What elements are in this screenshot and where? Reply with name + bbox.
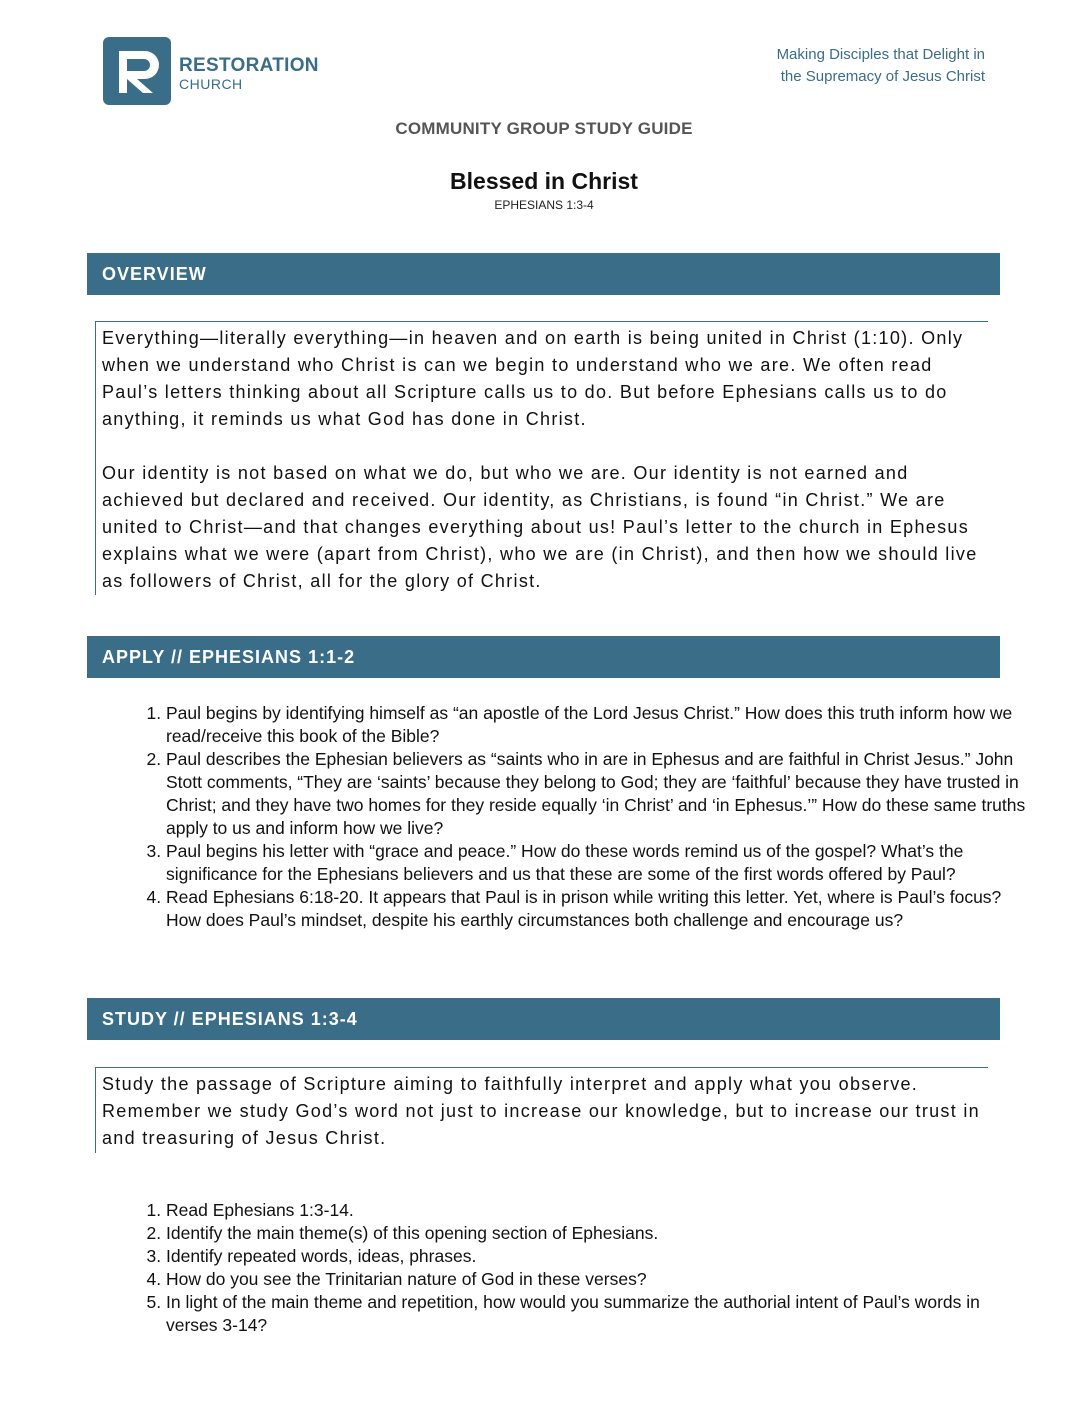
list-item: 4. Read Ephesians 6:18-20. It appears that Paul is in prison while writing this letter. Yet, where is Paul’s focus? How does Paul’s mindset, despite his earthly circumstances both challenge and encourage us? [166, 886, 1036, 932]
overview-heading: OVERVIEW [87, 253, 1000, 295]
study-intro: Study the passage of Scripture aiming to faithfully interpret and apply what you observe. Remember we study God’s word not just to increase our knowledge, but to increase our trust in and treasuring of Jesus Christ. [102, 1074, 980, 1148]
page-title: Blessed in Christ [450, 168, 638, 194]
tagline-line-2: the Supremacy of Jesus Christ [780, 68, 985, 85]
list-item: 1. Paul begins by identifying himself as “an apostle of the Lord Jesus Christ.” How does this truth inform how we read/receive this book of the Bible? [166, 702, 1036, 748]
study-intro-box [95, 1067, 988, 1153]
list-item: 5. In light of the main theme and repetition, how would you summarize the authorial intent of Paul’s words in verses 3-14? [166, 1291, 1036, 1337]
list-item: 4. How do you see the Trinitarian nature of God in these verses? [166, 1268, 1036, 1291]
tagline-line-1: Making Disciples that Delight in [776, 46, 985, 63]
list-item: 3. Paul begins his letter with “grace and peace.” How do these words remind us of the gospel? What’s the significance for the Ephesians believers and us that these are some of the first words offered by Paul? [166, 840, 1036, 886]
guide-title: COMMUNITY GROUP STUDY GUIDE [395, 119, 693, 138]
logo-r-icon [103, 37, 171, 105]
logo-line-2: CHURCH [179, 75, 243, 92]
overview-paragraph: Our identity is not based on what we do, but who we are. Our identity is not earned and achieved but declared and received. Our identity, as Christians, is found “in Christ.” We are united to Christ—and that changes everything about us! Paul’s letter to the church in Ephesus explains what we were (apart from Christ), who we are (in Christ), and then how we should live as followers of Christ, all for the glory of Christ. [102, 463, 978, 591]
logo-line-1: RESTORATION [179, 54, 319, 76]
list-item: 2. Identify the main theme(s) of this opening section of Ephesians. [166, 1222, 1036, 1245]
list-item: 1. Read Ephesians 1:3-14. [166, 1199, 1036, 1222]
apply-questions [130, 702, 1036, 932]
overview-text [95, 321, 988, 595]
list-item: 2. Paul describes the Ephesian believers as “saints who in are in Ephesus and are faithful in Christ Jesus.” John Stott comments, “They are ‘saints’ because they belong to God; they are ‘faithful’ because they have trusted in Christ; and they have two homes for they reside equally ‘in Christ’ and ‘in Ephesus.’” How do these same truths apply to us and inform how we live? [166, 748, 1036, 840]
church-logo [103, 37, 319, 105]
study-heading: STUDY // EPHESIANS 1:3-4 [87, 998, 1000, 1040]
overview-paragraph: Everything—literally everything—in heaven and on earth is being united in Christ (1:10). Only when we understand who Christ is can we begin to understand who we are. We often read Paul’s letters thinking about all Scripture calls us to do. But before Ephesians calls us to do anything, it reminds us what God has done in Christ. [102, 328, 964, 429]
apply-heading: APPLY // EPHESIANS 1:1-2 [87, 636, 1000, 678]
scripture-reference: EPHESIANS 1:3-4 [494, 198, 594, 212]
study-questions [130, 1199, 1036, 1337]
tagline [777, 44, 985, 88]
list-item: 3. Identify repeated words, ideas, phrases. [166, 1245, 1036, 1268]
